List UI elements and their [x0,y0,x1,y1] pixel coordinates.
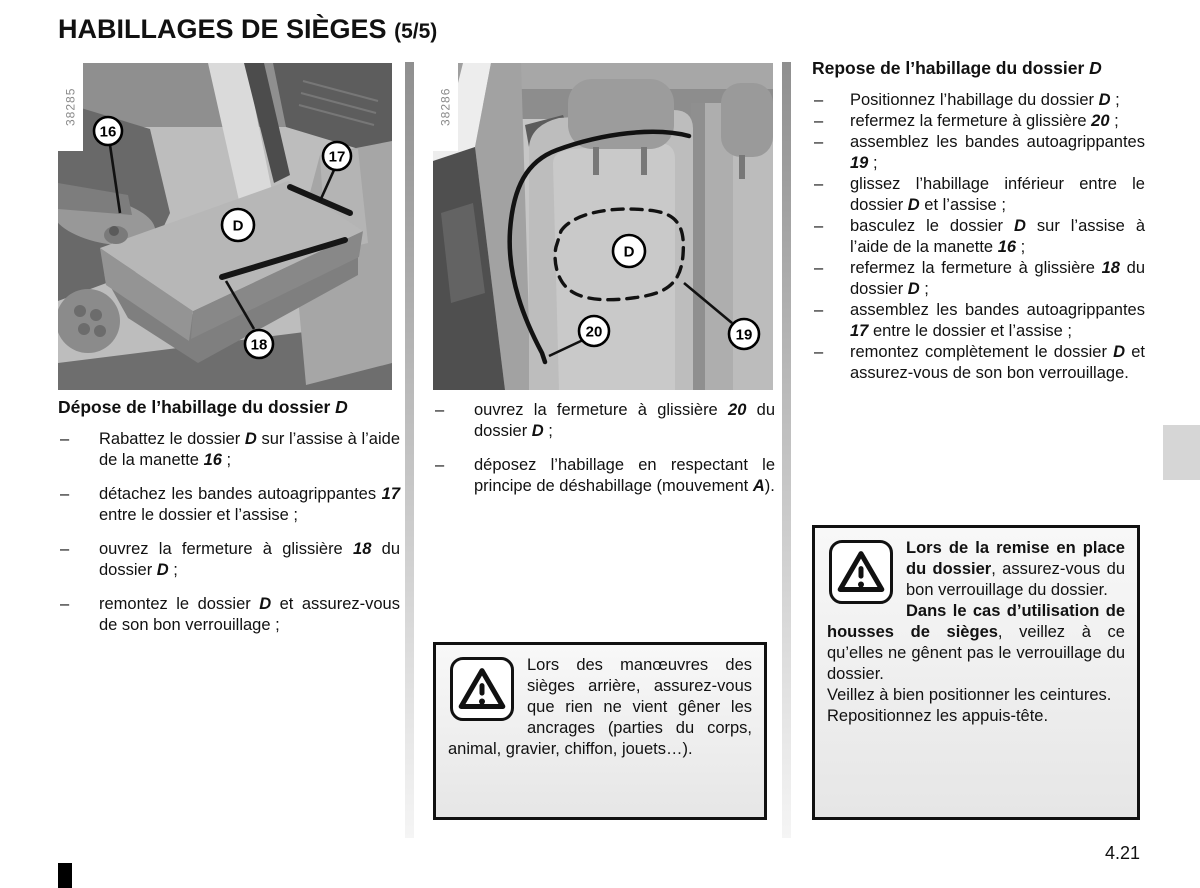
print-registration-mark [58,863,72,888]
list-item: – déposez l’habillage en respectant le principe de déshabillage (mouvement A). [435,456,775,495]
svg-text:D: D [232,217,244,235]
list-item: – ouvrez la fermeture à glissière 20 du dossier D ; [435,401,775,440]
section-heading-repose: Repose de l’habillage du dossier D [812,58,1102,78]
page-title-main: HABILLAGES DE SIÈGES [58,14,387,44]
warning-triangle-icon [829,540,893,604]
svg-text:20: 20 [585,323,603,341]
headrest [568,79,674,149]
callout-d [222,209,254,241]
warning-box-seat-maneuvers [433,642,767,820]
warning-text: Veillez à bien positionner les ceintures. [827,686,1112,704]
svg-text:17: 17 [328,148,346,166]
list-item: – assemblez les bandes autoagrippantes 19 ; [814,133,1145,172]
page-title [58,14,437,45]
folded-seat-illustration [58,63,392,390]
list-item: – ouvrez la fermeture à glissière 18 du dossier D ; [60,540,400,579]
column-divider [405,62,414,838]
warning-text: Dans le cas d’utilisation de housses de sièges, veillez à ce qu’elles ne gênent pas le verrouillage du dossier. [827,602,1125,683]
section-heading-depose: Dépose de l’habillage du dossier D [58,397,348,417]
figure-seatback [433,63,773,390]
callout-19 [729,319,759,349]
figure-reference-number: 38285 [58,63,83,151]
list-item: – Rabattez le dossier D sur l’assise à l’aide de la manette 16 ; [60,430,400,469]
callout-17 [323,142,351,170]
callout-d [613,235,645,267]
svg-text:D: D [623,243,635,261]
page-number: 4.21 [1104,843,1140,863]
list-item: – glissez l’habillage inférieur entre le dossier D et l’assise ; [814,175,1145,214]
list-item: – Positionnez l’habillage du dossier D ; [814,91,1120,109]
list-item: – basculez le dossier D sur l’assise à l’aide de la manette 16 ; [814,217,1145,256]
svg-text:16: 16 [99,123,117,141]
depose-steps-list [58,429,400,636]
warning-triangle-icon [450,657,514,721]
warning-text: Lors de la remise en place du dossier, assurez-vous du bon verrouillage du dossier. [906,539,1125,599]
column-process [433,400,775,510]
headrest [721,83,773,157]
callout-18 [245,330,273,358]
list-item: – remontez complètement le dossier D et assurez-vous de son bon verrouillage. [814,343,1145,382]
warning-text: Lors des manœuvres des sièges arrière, assurez-vous que rien ne vient gêner les ancrages (parties du corps, animal, gravier, chiffon, jouets…). [448,656,752,758]
list-item: – refermez la fermeture à glissière 18 du dossier D ; [814,259,1146,298]
figure-folded-seat [58,63,392,390]
callout-16 [94,117,122,145]
seatback-illustration [433,63,773,390]
warning-text: Repositionnez les appuis-tête. [827,707,1049,725]
repose-steps-list [812,90,1145,384]
process-steps-list [433,400,775,497]
figure-reference-number: 38286 [433,63,458,151]
page-title-suffix: (5/5) [394,20,438,43]
list-item: – refermez la fermeture à glissière 20 ; [814,112,1119,130]
list-item: – remontez le dossier D et assurez-vous de son bon verrouillage ; [60,595,400,634]
warning-box-backrest-locking [812,525,1140,820]
svg-text:18: 18 [250,336,268,354]
chapter-edge-tab [1163,425,1200,480]
column-depose [58,397,400,649]
svg-text:19: 19 [735,326,753,344]
column-divider [782,62,791,838]
column-repose [812,58,1145,384]
list-item: – détachez les bandes autoagrippantes 17 entre le dossier et l’assise ; [60,485,400,524]
list-item: – assemblez les bandes autoagrippantes 17 entre le dossier et l’assise ; [814,301,1145,340]
callout-20 [579,316,609,346]
